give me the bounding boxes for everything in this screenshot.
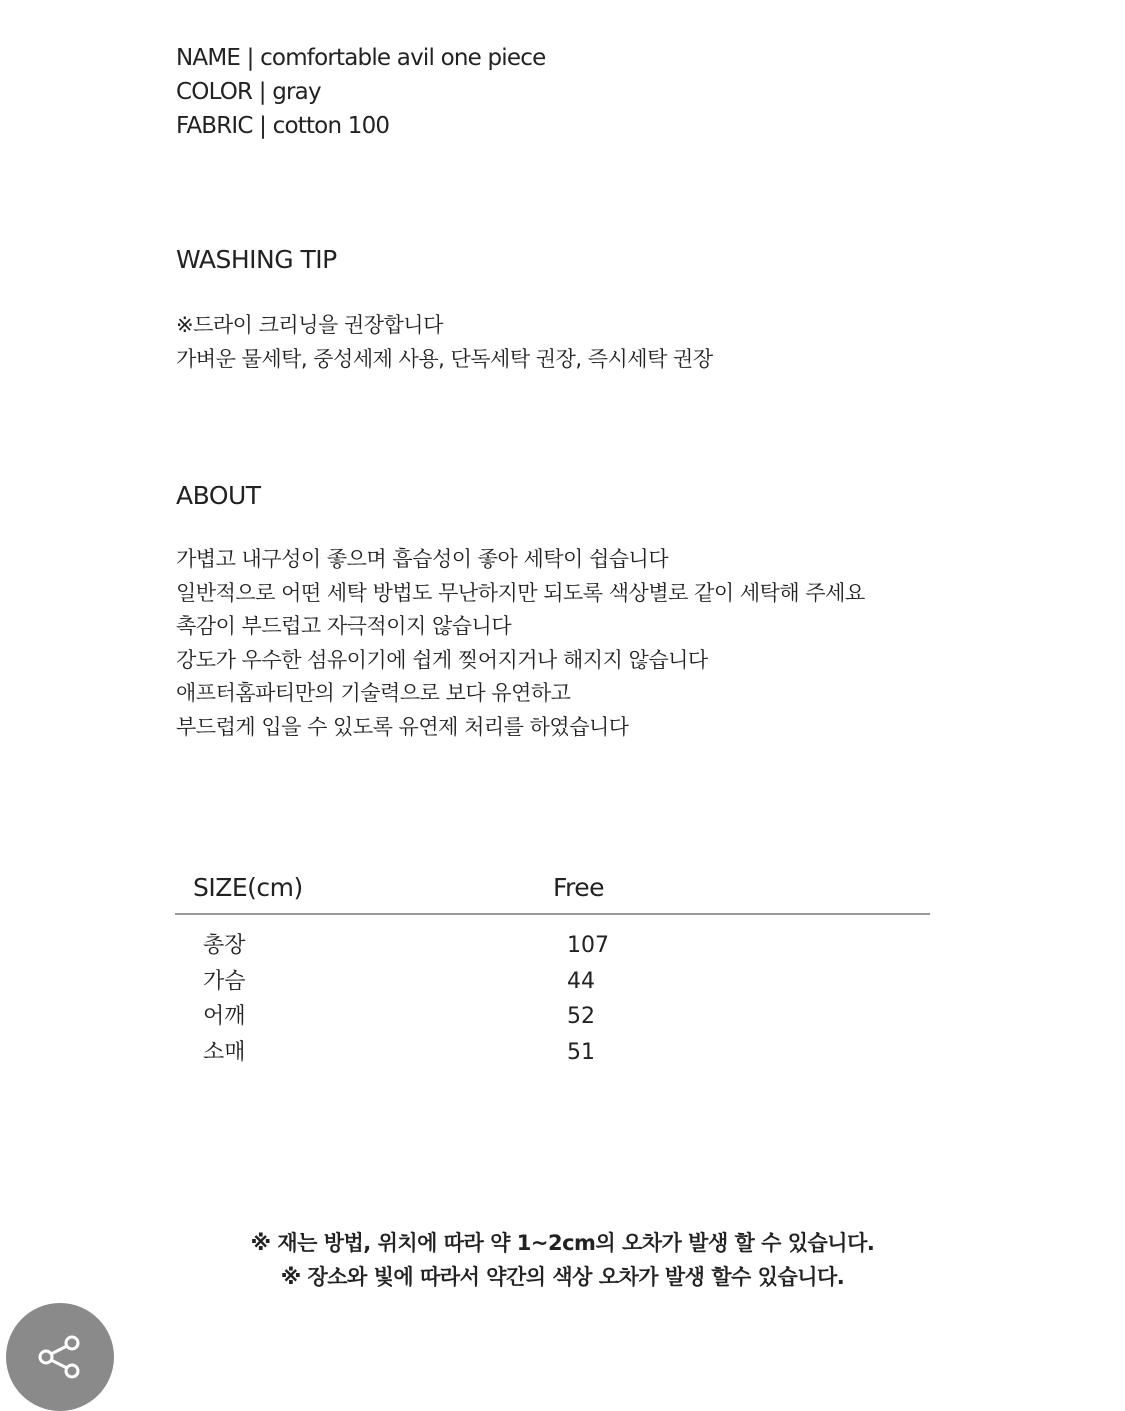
about-line: 촉감이 부드럽고 자극적이지 않습니다 [176, 614, 512, 638]
size-value: 51 [567, 1039, 595, 1065]
size-label: 소매 [203, 1039, 246, 1065]
size-values [567, 928, 609, 1070]
info-color: COLOR | gray [176, 79, 321, 105]
about-line: 가볍고 내구성이 좋으며 흡습성이 좋아 세탁이 쉽습니다 [176, 547, 669, 571]
washing-lines [176, 309, 713, 376]
washing-title: WASHING TIP [176, 245, 337, 274]
about-line: 부드럽게 입을 수 있도록 유연제 처리를 하였습니다 [176, 714, 629, 739]
size-header: SIZE(cm) [193, 873, 303, 902]
share-button[interactable] [6, 1303, 114, 1411]
note-line: ※ 장소와 빛에 따라서 약간의 색상 오차가 발생 할수 있습니다. [280, 1264, 845, 1289]
about-lines [176, 543, 865, 744]
notes [0, 1227, 1125, 1294]
about-line: 일반적으로 어떤 세탁 방법도 무난하지만 되도록 색상별로 같이 세탁해 주세요 [176, 580, 865, 605]
size-value: 44 [567, 968, 595, 994]
note-line: ※ 재는 방법, 위치에 따라 약 1~2cm의 오차가 발생 할 수 있습니다. [250, 1231, 875, 1255]
free-header: Free [553, 873, 605, 902]
size-value: 52 [567, 1004, 595, 1029]
size-labels [203, 928, 246, 1070]
info-fabric: FABRIC | cotton 100 [176, 113, 390, 139]
size-label: 어깨 [203, 1004, 246, 1029]
size-value: 107 [567, 933, 609, 958]
size-label: 가슴 [203, 968, 246, 994]
about-line: 강도가 우수한 섬유이기에 쉽게 찢어지거나 해지지 않습니다 [176, 647, 708, 672]
about-line: 애프터홈파티만의 기술력으로 보다 유연하고 [176, 681, 571, 705]
size-label: 총장 [203, 933, 246, 958]
washing-line: ※드라이 크리닝을 권장합니다 [176, 313, 443, 337]
share-icon [32, 1329, 88, 1385]
product-info [176, 41, 545, 143]
about-title: ABOUT [176, 481, 261, 510]
washing-line: 가벼운 물세탁, 중성세제 사용, 단독세탁 권장, 즉시세탁 권장 [176, 346, 713, 371]
table-divider [175, 913, 930, 915]
info-name: NAME | comfortable avil one piece [176, 45, 546, 71]
